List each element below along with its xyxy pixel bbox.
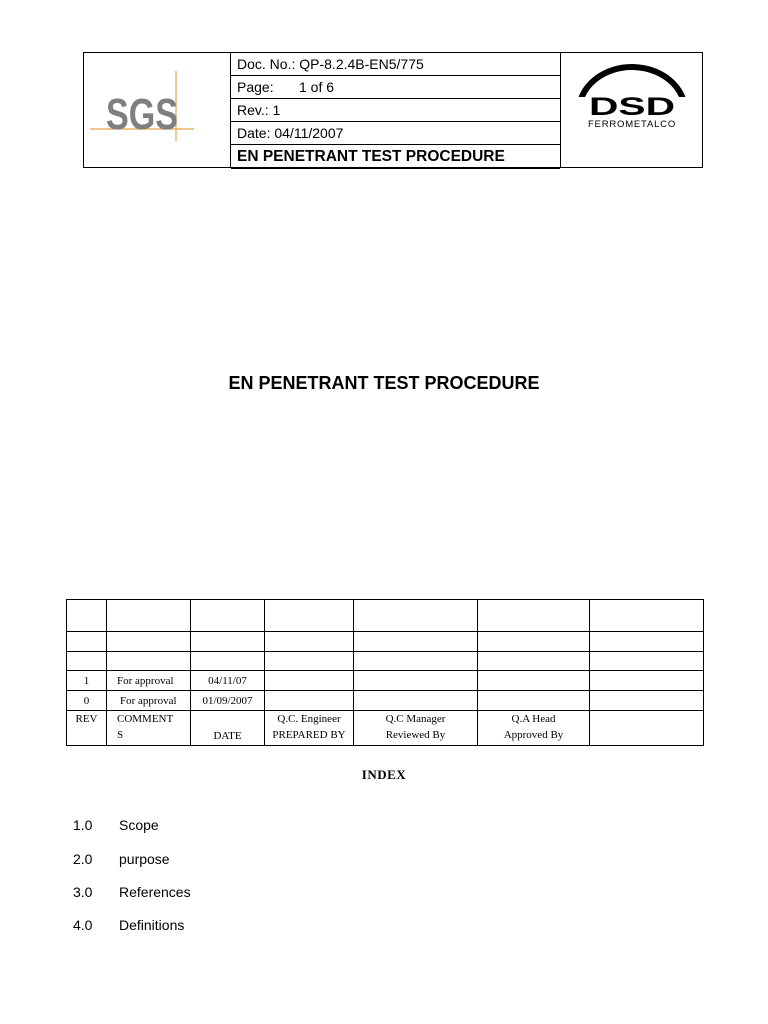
- page-row: [231, 76, 560, 99]
- dsd-logo-subtext: FERROMETALCO: [587, 119, 677, 130]
- qc-engineer-line2: PREPARED BY: [272, 729, 346, 741]
- index-item-number: 4.0: [73, 917, 93, 933]
- qa-head-header: [478, 711, 590, 746]
- index-item-purpose: [73, 851, 170, 867]
- table-row: [67, 691, 704, 711]
- index-item-references: [73, 884, 191, 900]
- index-item-definitions: [73, 917, 184, 933]
- dsd-logo-text: DSD: [589, 93, 675, 121]
- page-label: Page:: [237, 79, 274, 95]
- date-header: DATE: [191, 711, 265, 746]
- qc-engineer-header: [265, 711, 354, 746]
- index-item-label: purpose: [119, 851, 170, 867]
- sgs-logo: [84, 53, 230, 167]
- sgs-logo-cell: [84, 53, 231, 167]
- rev-value: 1: [272, 102, 281, 118]
- table-row: [67, 671, 704, 691]
- comments-header-line2: S: [117, 729, 124, 741]
- qa-head-line1: Q.A Head: [511, 713, 556, 725]
- document-header: [83, 52, 703, 168]
- qc-manager-line2: Reviewed By: [385, 729, 446, 741]
- date-cell: 04/11/07: [191, 671, 265, 691]
- comments-header: [107, 711, 191, 746]
- sgs-logo-text: SGS: [106, 90, 178, 139]
- table-row: [67, 652, 704, 671]
- revision-table: [66, 599, 704, 746]
- date-value: 04/11/2007: [274, 125, 344, 141]
- doc-no-row: [231, 53, 560, 76]
- index-item-number: 3.0: [73, 884, 93, 900]
- comment-cell: For approval: [107, 691, 191, 711]
- qa-head-line2: Approved By: [503, 729, 564, 741]
- qc-manager-line1: Q.C Manager: [385, 713, 446, 725]
- rev-cell: 0: [67, 691, 107, 711]
- page-value: 1 of 6: [299, 79, 335, 95]
- index-item-number: 2.0: [73, 851, 93, 867]
- doc-no-value: QP-8.2.4B-EN5/775: [299, 56, 424, 72]
- table-row: [67, 632, 704, 652]
- header-doc-title: EN PENETRANT TEST PROCEDURE: [231, 145, 560, 169]
- index-item-scope: [73, 817, 159, 833]
- index-item-label: References: [119, 884, 191, 900]
- comment-cell: For approval: [107, 671, 191, 691]
- dsd-logo-cell: [561, 53, 702, 167]
- document-info: [231, 53, 561, 167]
- page-title: EN PENETRANT TEST PROCEDURE: [228, 373, 540, 393]
- date-row: [231, 122, 560, 145]
- comments-header-line1: COMMENT: [117, 713, 174, 725]
- table-row: [67, 600, 704, 632]
- index-title: INDEX: [361, 767, 407, 782]
- index-item-number: 1.0: [73, 817, 93, 833]
- rev-row: [231, 99, 560, 122]
- rev-label: Rev.:: [237, 102, 269, 118]
- qc-manager-header: [354, 711, 478, 746]
- table-footer-row: [67, 711, 704, 746]
- dsd-logo: [561, 53, 703, 167]
- index-item-label: Scope: [119, 817, 159, 833]
- date-label: Date:: [237, 125, 271, 141]
- date-cell: 01/09/2007: [191, 691, 265, 711]
- rev-cell: 1: [67, 671, 107, 691]
- index-item-label: Definitions: [119, 917, 185, 933]
- rev-header: REV: [67, 711, 107, 746]
- doc-no-label: Doc. No.:: [237, 56, 296, 72]
- qc-engineer-line1: Q.C. Engineer: [277, 713, 341, 725]
